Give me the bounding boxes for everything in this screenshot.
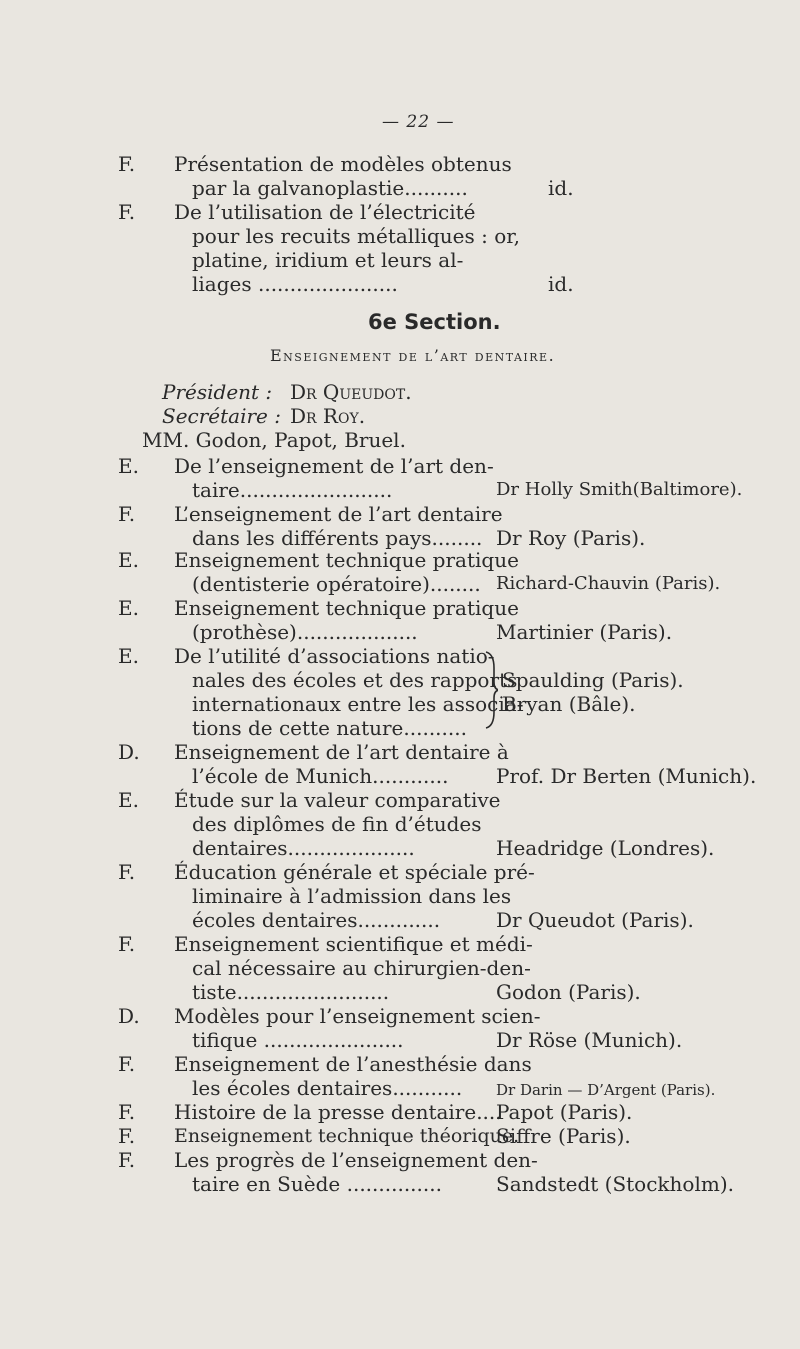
entry-title-line: Enseignement de l’anesthésie dans bbox=[174, 1052, 532, 1076]
entry-title-line: pour les recuits métalliques : or, bbox=[192, 224, 520, 248]
entry-title-line: dans les différents pays........ bbox=[192, 526, 483, 550]
secretary-name: Dr Roy. bbox=[290, 404, 366, 428]
page-number: — 22 — bbox=[382, 112, 455, 132]
entry-title-line: platine, iridium et leurs al- bbox=[192, 248, 464, 272]
entry-letter: E. bbox=[118, 788, 139, 812]
entry-title-line: De l’utilisation de l’électricité bbox=[174, 200, 476, 224]
entry-title-line: (prothèse)................... bbox=[192, 620, 418, 644]
entry-letter: F. bbox=[118, 1148, 136, 1172]
entry-title-line: les écoles dentaires........... bbox=[192, 1076, 463, 1100]
entry-title-line: (dentisterie opératoire)........ bbox=[192, 572, 481, 596]
entry-title-line: internationaux entre les associa- bbox=[192, 692, 524, 716]
entry-letter: E. bbox=[118, 644, 139, 668]
entry-title-line: écoles dentaires............. bbox=[192, 908, 441, 932]
entry-letter: F. bbox=[118, 502, 136, 526]
entry-title-line: Étude sur la valeur comparative bbox=[174, 788, 501, 812]
entry-letter: E. bbox=[118, 596, 139, 620]
entry-letter: F. bbox=[118, 860, 136, 884]
entry-title-line: des diplômes de fin d’études bbox=[192, 812, 482, 836]
entry-title-line: Présentation de modèles obtenus bbox=[174, 152, 512, 176]
entry-letter: F. bbox=[118, 1124, 136, 1148]
entry-author: Dr Darin — D’Argent (Paris). bbox=[496, 1081, 716, 1099]
entry-letter: E. bbox=[118, 548, 139, 572]
entry-author: id. bbox=[548, 176, 574, 200]
entry-title-line: L’enseignement de l’art dentaire bbox=[174, 502, 503, 526]
entry-letter: F. bbox=[118, 200, 136, 224]
entry-title-line: liminaire à l’admission dans les bbox=[192, 884, 512, 908]
entry-title-line: dentaires.................... bbox=[192, 836, 415, 860]
entry-title-line: liages ...................... bbox=[192, 272, 398, 296]
entry-author: Godon (Paris). bbox=[496, 980, 641, 1004]
entry-title-line: De l’enseignement de l’art den- bbox=[174, 454, 494, 478]
entry-title-line: Enseignement scientifique et médi- bbox=[174, 932, 533, 956]
entry-letter: E. bbox=[118, 454, 139, 478]
secretary-label: Secrétaire : bbox=[162, 404, 281, 428]
entry-letter: F. bbox=[118, 1052, 136, 1076]
entry-letter: F. bbox=[118, 1100, 136, 1124]
entry-title-line: cal nécessaire au chirurgien-den- bbox=[192, 956, 531, 980]
section-title: 6e Section. bbox=[368, 310, 501, 334]
entry-letter: D. bbox=[118, 1004, 140, 1028]
entry-author: Dr Röse (Munich). bbox=[496, 1028, 683, 1052]
entry-title-line: Modèles pour l’enseignement scien- bbox=[174, 1004, 541, 1028]
entry-title-line: Éducation générale et spéciale pré- bbox=[174, 860, 535, 884]
entry-author: Sandstedt (Stockholm). bbox=[496, 1172, 734, 1196]
entry-title-line: tifique ...................... bbox=[192, 1028, 404, 1052]
entry-title-line: taire........................ bbox=[192, 478, 393, 502]
entry-author: Martinier (Paris). bbox=[496, 620, 673, 644]
entry-author: Dr Queudot (Paris). bbox=[496, 908, 694, 932]
entry-title-line: nales des écoles et des rapports bbox=[192, 668, 518, 692]
members-line: MM. Godon, Papot, Bruel. bbox=[142, 428, 406, 452]
entry-author: Richard-Chauvin (Paris). bbox=[496, 573, 721, 594]
entry-title-line: Les progrès de l’enseignement den- bbox=[174, 1148, 538, 1172]
entry-title-line: Enseignement de l’art dentaire à bbox=[174, 740, 509, 764]
entry-author: Dr Holly Smith(Baltimore). bbox=[496, 479, 743, 500]
entry-author: Prof. Dr Berten (Munich). bbox=[496, 764, 757, 788]
entry-author: Papot (Paris). bbox=[496, 1100, 633, 1124]
entry-letter: F. bbox=[118, 152, 136, 176]
entry-title-line: De l’utilité d’associations natio- bbox=[174, 644, 495, 668]
entry-title-line: l’école de Munich............ bbox=[192, 764, 449, 788]
entry-author: Headridge (Londres). bbox=[496, 836, 715, 860]
entry-title-line: Enseignement technique pratique bbox=[174, 596, 519, 620]
section-subtitle: Enseignement de l’art dentaire. bbox=[270, 346, 556, 365]
entry-title-line: Enseignement technique théorique. bbox=[174, 1125, 520, 1147]
entry-title-line: Histoire de la presse dentaire.... bbox=[174, 1100, 502, 1124]
entry-letter: D. bbox=[118, 740, 140, 764]
entry-author: Bryan (Bâle). bbox=[502, 692, 636, 716]
entry-title-line: par la galvanoplastie.......... bbox=[192, 176, 468, 200]
entry-author: Dr Roy (Paris). bbox=[496, 526, 646, 550]
entry-author: id. bbox=[548, 272, 574, 296]
brace-icon bbox=[480, 650, 498, 730]
entry-title-line: taire en Suède ............... bbox=[192, 1172, 442, 1196]
entry-title-line: Enseignement technique pratique bbox=[174, 548, 519, 572]
entry-letter: F. bbox=[118, 932, 136, 956]
president-name: Dr Queudot. bbox=[290, 380, 412, 404]
entry-title-line: tions de cette nature.......... bbox=[192, 716, 467, 740]
president-label: Président : bbox=[162, 380, 273, 404]
entry-title-line: tiste........................ bbox=[192, 980, 390, 1004]
entry-author: Siffre (Paris). bbox=[496, 1124, 631, 1148]
entry-author: Spaulding (Paris). bbox=[502, 668, 684, 692]
